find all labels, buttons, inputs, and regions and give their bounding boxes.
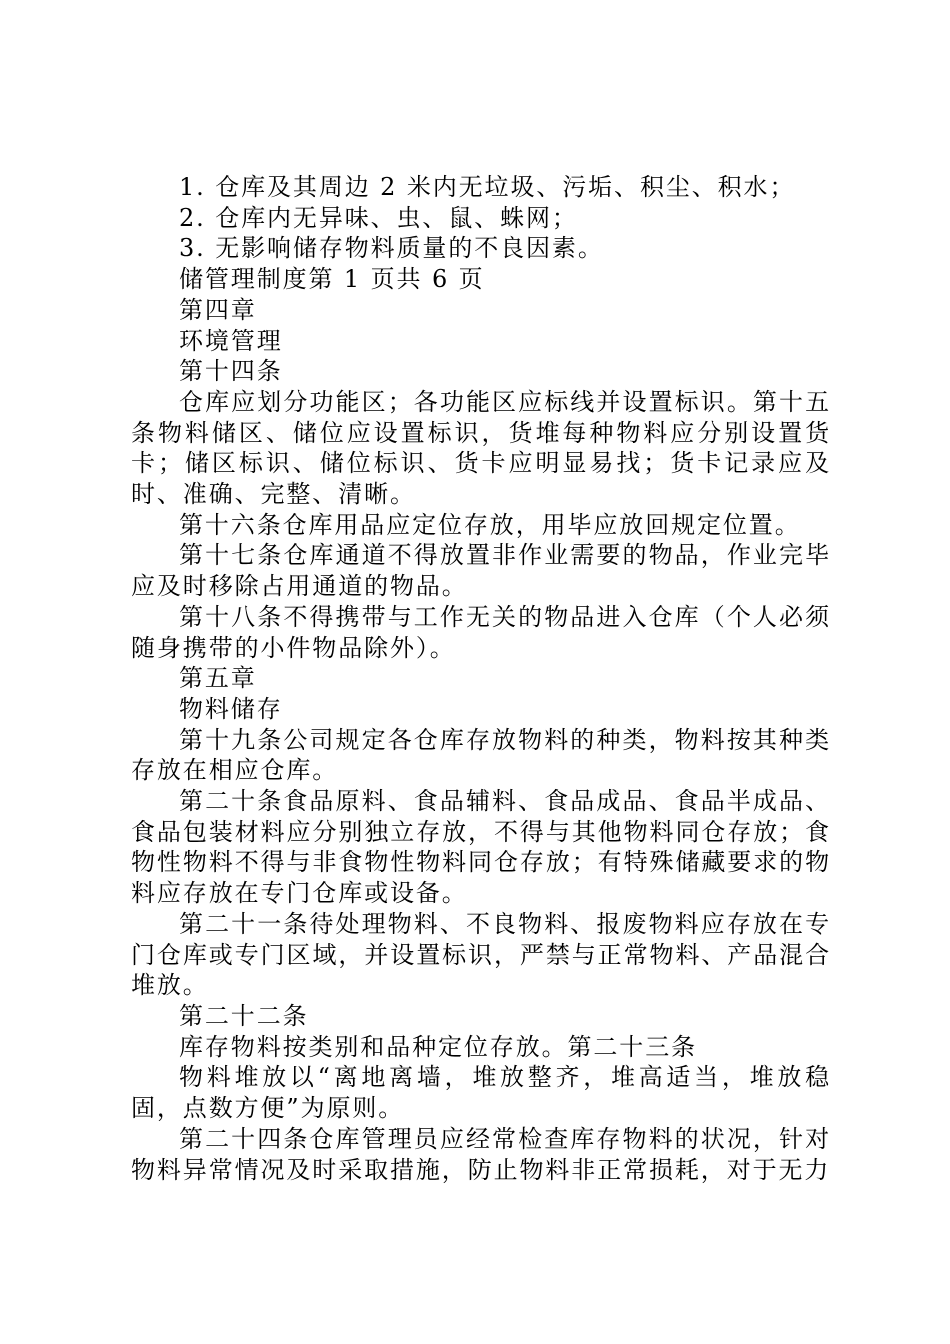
paragraph: 第十九条公司规定各仓库存放物料的种类，物料按其种类存放在相应仓库。 bbox=[131, 725, 831, 785]
paragraph: 第十八条不得携带与工作无关的物品进入仓库（个人必须随身携带的小件物品除外）。 bbox=[131, 602, 831, 662]
paragraph: 第二十一条待处理物料、不良物料、报废物料应存放在专门仓库或专门区域，并设置标识，严禁与正常物料、产品混合堆放。 bbox=[131, 909, 831, 1000]
paragraph: 1. 仓库及其周边 2 米内无垃圾、污垢、积尘、积水； bbox=[179, 173, 796, 201]
paragraph: 第二十条食品原料、食品辅料、食品成品、食品半成品、食品包装材料应分别独立存放，不得与其他物料同仓存放；食物性物料不得与非食物性物料同仓存放；有特殊储藏要求的物料应存放在专门仓库或设备。 bbox=[131, 787, 831, 908]
chapter-title: 物料储存 bbox=[179, 694, 283, 723]
chapter-title: 环境管理 bbox=[179, 326, 283, 355]
page-footer-text: 储管理制度第 1 页共 6 页 bbox=[179, 265, 485, 294]
paragraph: 2. 仓库内无异味、虫、鼠、蛛网； bbox=[179, 203, 578, 232]
chapter-heading: 第四章 bbox=[179, 295, 257, 324]
paragraph: 3. 无影响储存物料质量的不良因素。 bbox=[179, 234, 604, 263]
document-body bbox=[131, 172, 831, 1185]
paragraph: 库存物料按类别和品种定位存放。第二十三条 bbox=[179, 1032, 697, 1061]
chapter-heading: 第五章 bbox=[179, 664, 257, 693]
paragraph: 第十六条仓库用品应定位存放，用毕应放回规定位置。 bbox=[179, 510, 801, 539]
paragraph: 第十七条仓库通道不得放置非作业需要的物品，作业完毕应及时移除占用通道的物品。 bbox=[131, 541, 831, 601]
paragraph: 仓库应划分功能区；各功能区应标线并设置标识。第十五条物料储区、储位应设置标识，货堆每种物料应分别设置货卡；储区标识、储位标识、货卡应明显易找；货卡记录应及时、准确、完整、清晰。 bbox=[131, 387, 831, 509]
paragraph: 物料堆放以“离地离墙，堆放整齐，堆高适当，堆放稳固，点数方便”为原则。 bbox=[131, 1063, 831, 1123]
article-heading: 第二十二条 bbox=[179, 1001, 309, 1030]
paragraph: 第二十四条仓库管理员应经常检查库存物料的状况，针对物料异常情况及时采取措施，防止物料非正常损耗，对于无力 bbox=[131, 1124, 831, 1184]
article-heading: 第十四条 bbox=[179, 357, 283, 386]
